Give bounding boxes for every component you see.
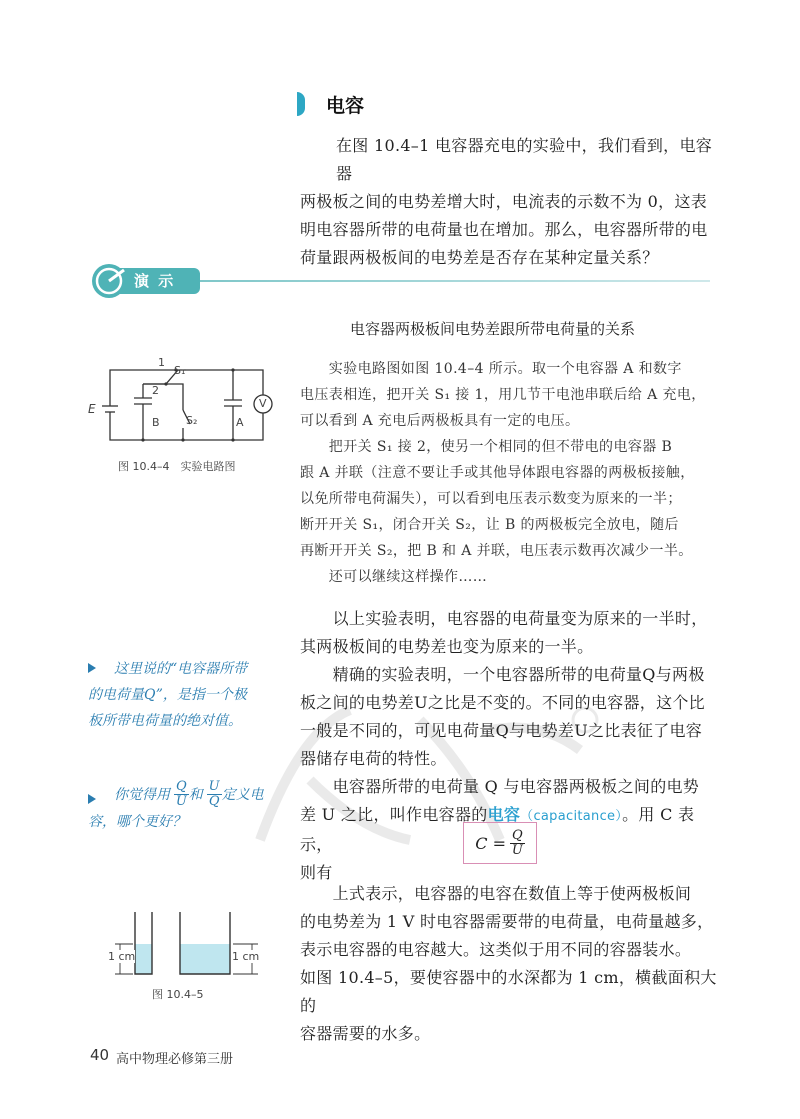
demo-label: 演 示	[134, 272, 176, 290]
formula-lhs: C =	[475, 833, 507, 853]
intro-line: 在图 10.4–1 电容器充电的实验中，我们看到，电容器	[336, 136, 713, 183]
water-container-diagram	[110, 910, 270, 980]
book-title: 高中物理必修第三册	[116, 1052, 234, 1067]
experiment-line: 再断开开关 S₂，把 B 和 A 并联，电压表示数再次减少一半。	[300, 543, 693, 559]
container-left-label: 1 cm	[108, 950, 136, 963]
conclusion-line: 以上实验表明，电容器的电荷量变为原来的一半时，	[300, 609, 708, 628]
experiment-line: 跟 A 并联（注意不要让手或其他导体跟电容器的两极板接触，	[300, 465, 695, 481]
note2-line: 容，哪个更好？	[88, 814, 186, 830]
side-note-1	[88, 656, 284, 734]
circuit-label-two: 2	[152, 384, 159, 397]
note1-line: 板所带电荷量的绝对值。	[88, 713, 242, 729]
experiment-line: 以免所带电荷漏失），可以看到电压表示数变为原来的一半；	[300, 491, 682, 507]
conclusion-line: 器储存电荷的特性。	[300, 749, 447, 768]
note1-line: 这里说的“电容器所带	[114, 661, 248, 677]
demo-title: 电容器两极板间电势差跟所带电荷量的关系	[350, 320, 636, 338]
note2-text: 你觉得用	[114, 786, 170, 803]
circuit-label-one: 1	[158, 356, 165, 369]
section-title: 电容	[326, 95, 365, 117]
figure2-caption: 图 10.4–5	[152, 988, 204, 1001]
note2-mid: 和	[188, 786, 203, 803]
circuit-label-s1: S₁	[174, 364, 186, 377]
container-right-label: 1 cm	[232, 950, 260, 963]
circuit-label-s2: S₂	[186, 414, 198, 427]
conclusion-line: 电容器所带的电荷量 Q 与电容器两极板之间的电势	[300, 777, 700, 796]
definition-line3: 则有	[300, 863, 333, 882]
note2-text-b: 定义电	[221, 786, 264, 803]
conclusion-line: 其两极板间的电势差也变为原来的一半。	[300, 637, 594, 656]
explanation-line: 容器需要的水多。	[300, 1024, 431, 1043]
explanation-line: 表示电容器的电容越大。这类似于用不同的容器装水。	[300, 940, 692, 959]
note2-frac1-num: Q	[176, 779, 187, 794]
intro-line: 两极板之间的电势差增大时，电流表的示数不为 0，这表	[300, 192, 708, 211]
figure1-caption: 图 10.4–4 实验电路图	[118, 460, 236, 473]
formula-fraction	[510, 829, 525, 858]
formula-numerator: Q	[512, 827, 523, 843]
triangle-bullet-icon	[88, 794, 96, 804]
explanation-paragraph	[300, 880, 720, 1048]
intro-paragraph	[300, 132, 716, 272]
voltmeter-label: V	[259, 397, 267, 410]
experiment-line: 断开开关 S₁，闭合开关 S₂，让 B 的两极板完全放电，随后	[300, 517, 679, 533]
experiment-paragraph	[300, 356, 720, 590]
section-marker-icon	[297, 92, 305, 116]
experiment-line: 还可以继续这样操作……	[300, 569, 488, 585]
circuit-label-e: E	[88, 402, 96, 416]
triangle-bullet-icon	[88, 663, 96, 673]
experiment-line: 可以看到 A 充电后两极板具有一定的电压。	[300, 413, 580, 429]
conclusion-line: 精确的实验表明，一个电容器所带的电荷量Q与两极	[300, 665, 705, 684]
conclusion-line: 一般是不同的，可见电荷量Q与电势差U之比表征了电容	[300, 721, 703, 740]
conclusion-line: 板之间的电势差U之比是不变的。不同的电容器，这个比	[300, 693, 705, 712]
page-number: 40	[90, 1046, 110, 1064]
intro-line: 荷量跟两极板间的电势差是否存在某种定量关系？	[300, 248, 659, 267]
capacitance-formula	[463, 822, 537, 864]
circuit-label-b: B	[152, 416, 160, 429]
definition-text-after: 。用 C 表示，	[300, 805, 695, 854]
formula-denominator: U	[511, 842, 523, 858]
note2-line	[88, 780, 284, 809]
capacitance-term: 电容	[487, 805, 521, 824]
explanation-line: 如图 10.4–5，要使容器中的水深都为 1 cm，横截面积大的	[300, 968, 717, 1015]
capacitance-term-en: （capacitance）	[520, 809, 623, 824]
explanation-line: 的电势差为 1 V 时电容器需要带的电荷量，电荷量越多，	[300, 912, 714, 931]
definition-text: 差 U 之比，叫作电容器的	[300, 805, 488, 824]
experiment-line: 把开关 S₁ 接 2，使另一个相同的但不带电的电容器 B	[300, 439, 673, 455]
note1-line: 的电荷量Q”，是指一个极	[88, 687, 247, 703]
intro-line: 明电容器所带的电荷量也在增加。那么，电容器所带的电	[300, 220, 708, 239]
demo-divider	[200, 280, 710, 282]
note2-frac2-num: U	[208, 779, 220, 794]
side-note-2	[88, 780, 284, 835]
experiment-line: 实验电路图如图 10.4–4 所示。取一个电容器 A 和数字	[300, 361, 682, 377]
note2-frac1-den: U	[175, 794, 187, 809]
note2-fraction-q-u	[174, 780, 189, 809]
note2-frac2-den: Q	[208, 794, 220, 809]
explanation-line: 上式表示，电容器的电容在数值上等于使两极板间	[300, 884, 692, 903]
experiment-line: 电压表相连，把开关 S₁ 接 1，用几节干电池串联后给 A 充电，	[300, 387, 706, 403]
note2-fraction-u-q	[207, 780, 222, 809]
circuit-label-a: A	[236, 416, 244, 429]
